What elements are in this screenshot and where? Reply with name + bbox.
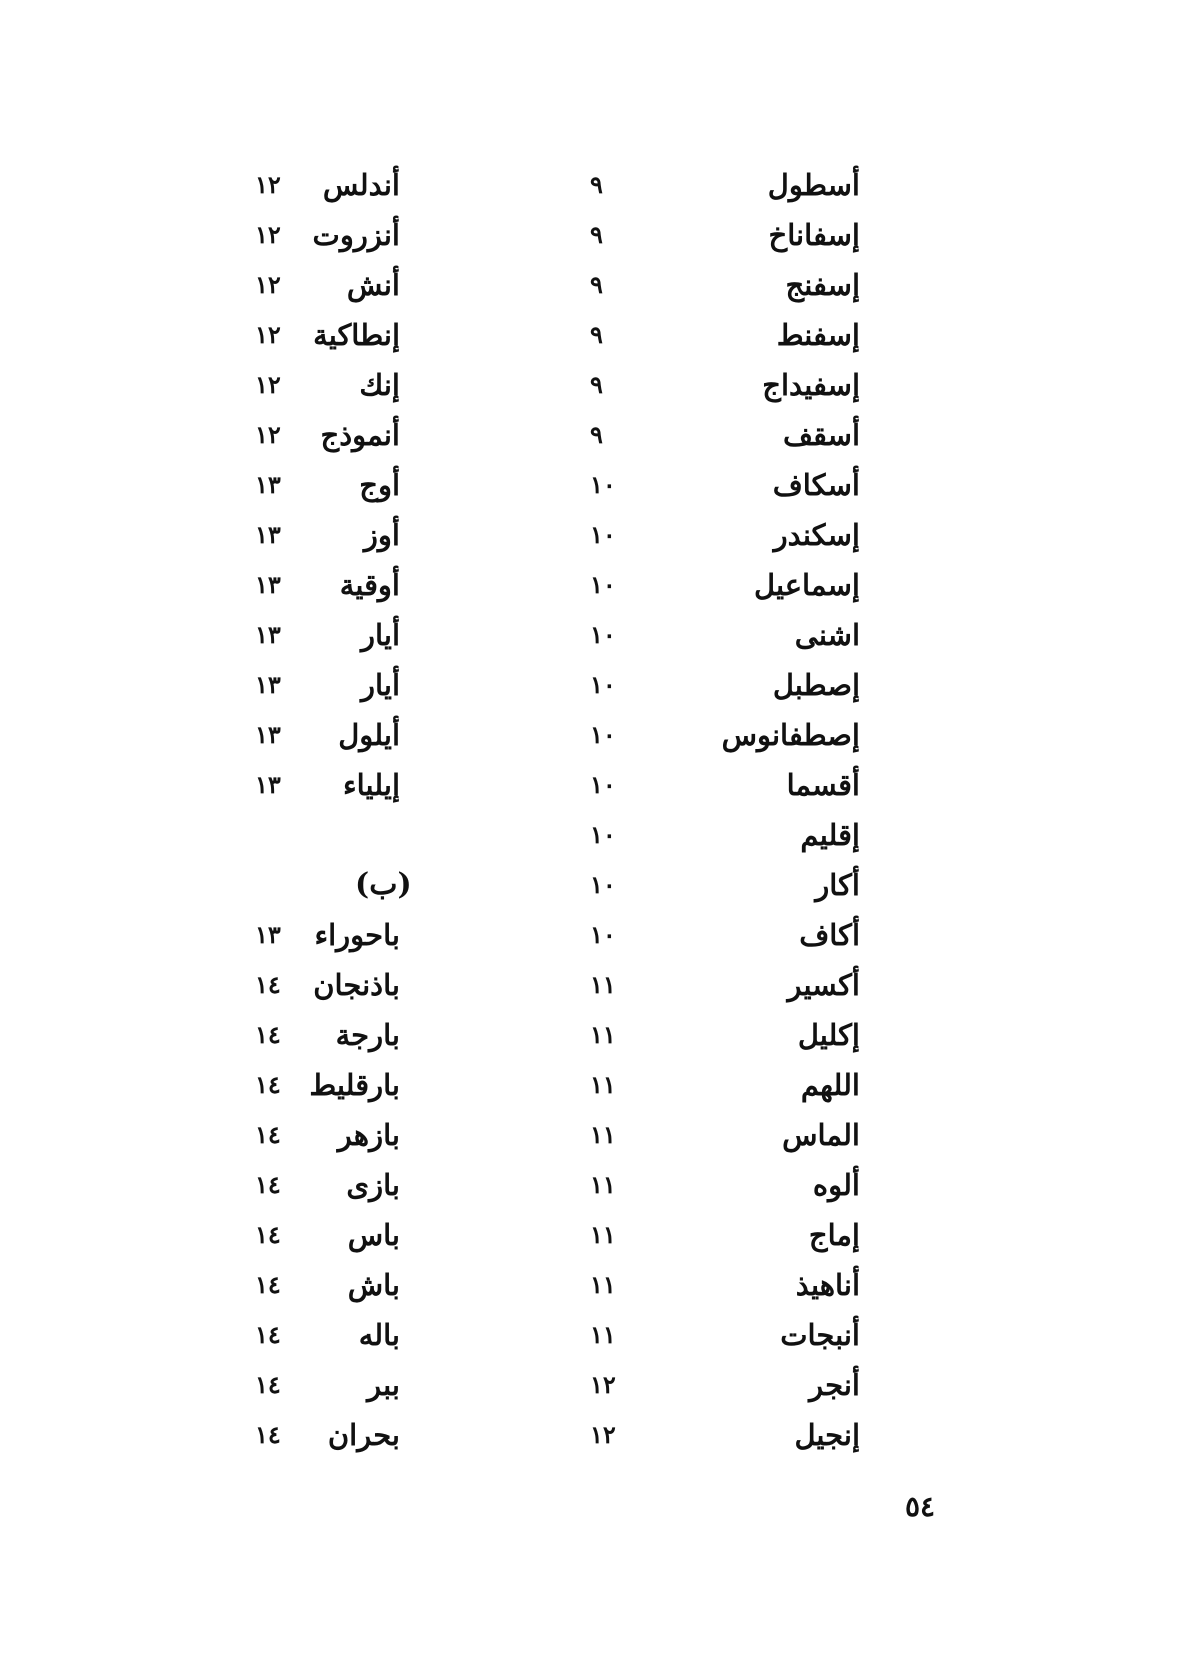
index-page-ref: ١٠ — [590, 920, 616, 949]
index-term: إسفنج — [785, 268, 860, 302]
index-page-ref: ١١ — [590, 1220, 616, 1249]
index-page-ref: ١٢ — [255, 420, 281, 449]
index-term: بازى — [346, 1168, 400, 1202]
index-term: أكسير — [787, 968, 860, 1002]
index-page-ref: ١٢ — [590, 1370, 616, 1399]
index-term: إسماعيل — [754, 568, 860, 602]
index-entry — [510, 260, 930, 310]
index-page-ref: ٩ — [590, 370, 603, 399]
index-entry — [510, 1110, 930, 1160]
index-term: باذنجان — [313, 968, 400, 1002]
index-entry — [510, 660, 930, 710]
index-term: أسكاف — [772, 468, 860, 502]
index-entry — [90, 760, 510, 810]
index-entry — [510, 1360, 930, 1410]
index-page-ref: ١٤ — [255, 1370, 281, 1399]
index-page-ref: ١١ — [590, 1020, 616, 1049]
index-term: الماس — [782, 1118, 860, 1152]
index-entry — [510, 160, 930, 210]
index-term: إصطفانوس — [721, 718, 860, 752]
index-page-ref: ١٤ — [255, 1320, 281, 1349]
index-page-ref: ٩ — [590, 220, 603, 249]
index-page-ref: ١١ — [590, 1320, 616, 1349]
index-entry — [510, 360, 930, 410]
index-term: إنطاكية — [313, 318, 400, 352]
index-entry — [510, 460, 930, 510]
index-term: أكار — [815, 868, 860, 902]
index-page-ref: ١٠ — [590, 470, 616, 499]
index-entry — [90, 910, 510, 960]
index-entry — [510, 710, 930, 760]
index-term: إقليم — [800, 818, 860, 852]
index-entry — [90, 1210, 510, 1260]
index-entry — [510, 810, 930, 860]
index-page-ref: ١٤ — [255, 1220, 281, 1249]
index-term: أقسما — [786, 768, 860, 802]
index-entry — [90, 1360, 510, 1410]
index-term: بازهر — [337, 1118, 400, 1152]
index-page-ref: ٩ — [590, 320, 603, 349]
index-page-ref: ١١ — [590, 1170, 616, 1199]
index-entry — [510, 1260, 930, 1310]
index-term: أناهيذ — [795, 1268, 860, 1302]
index-entry — [510, 1160, 930, 1210]
index-term: اللهم — [800, 1068, 860, 1102]
index-entry — [90, 710, 510, 760]
index-entry — [90, 1410, 510, 1460]
index-term: أيار — [361, 668, 400, 702]
index-page-ref: ١٤ — [255, 1020, 281, 1049]
index-page-ref: ٩ — [590, 170, 603, 199]
index-entry — [90, 260, 510, 310]
index-page-ref: ١٠ — [590, 520, 616, 549]
index-entry — [90, 410, 510, 460]
index-entry — [90, 1010, 510, 1060]
index-term: بارجة — [335, 1018, 400, 1052]
index-term: إنجيل — [794, 1418, 860, 1452]
index-page-ref: ١٣ — [255, 770, 281, 799]
index-entry — [90, 210, 510, 260]
index-page-ref: ١٢ — [590, 1420, 616, 1449]
index-term: ببر — [367, 1368, 400, 1402]
index-term: أوج — [359, 468, 400, 502]
section-spacer — [90, 810, 510, 860]
index-page-ref: ١٢ — [255, 220, 281, 249]
index-page-ref: ١٤ — [255, 1070, 281, 1099]
index-page-ref: ١١ — [590, 1120, 616, 1149]
index-term: باش — [347, 1268, 400, 1302]
index-page-ref: ١٣ — [255, 620, 281, 649]
index-entry — [90, 310, 510, 360]
index-term: بحران — [327, 1418, 400, 1452]
index-entry — [90, 560, 510, 610]
index-page-ref: ١٤ — [255, 1420, 281, 1449]
index-term: أسطول — [767, 168, 860, 202]
left-index-column — [90, 160, 510, 1460]
page-number: ٥٤ — [905, 1490, 936, 1523]
index-page-ref: ١٤ — [255, 970, 281, 999]
index-entry — [510, 860, 930, 910]
index-page-ref: ١١ — [590, 970, 616, 999]
index-term: أوز — [363, 518, 400, 552]
index-entry — [90, 360, 510, 410]
index-term: أنجر — [809, 1368, 860, 1402]
index-page-ref: ١١ — [590, 1070, 616, 1099]
index-term: باله — [358, 1318, 400, 1352]
index-term: بارقليط — [309, 1068, 400, 1102]
index-entry — [90, 960, 510, 1010]
index-entry — [510, 560, 930, 610]
index-entry — [90, 1060, 510, 1110]
index-page-ref: ١٠ — [590, 670, 616, 699]
index-page-ref: ١٢ — [255, 170, 281, 199]
index-term: إسفاناخ — [768, 218, 860, 252]
index-page-ref: ١٣ — [255, 470, 281, 499]
index-entry — [510, 960, 930, 1010]
index-entry — [90, 460, 510, 510]
index-entry — [90, 510, 510, 560]
index-entry — [90, 160, 510, 210]
index-page-ref: ١٣ — [255, 570, 281, 599]
index-page-ref: ١٤ — [255, 1270, 281, 1299]
index-term: إسكندر — [773, 518, 860, 552]
index-term: أيار — [361, 618, 400, 652]
index-term: أسقف — [782, 418, 860, 452]
index-page-ref: ٩ — [590, 270, 603, 299]
index-term: إيلياء — [343, 768, 400, 802]
index-term: إسفيداج — [762, 368, 860, 402]
index-entry — [510, 210, 930, 260]
index-page-ref: ١٠ — [590, 720, 616, 749]
index-page-ref: ١٠ — [590, 620, 616, 649]
index-term: أنش — [346, 268, 400, 302]
index-entry — [90, 1110, 510, 1160]
index-term: إكليل — [797, 1018, 860, 1052]
index-term: ألوه — [812, 1168, 860, 1202]
index-term: أكاف — [799, 918, 860, 952]
index-page-ref: ١١ — [590, 1270, 616, 1299]
section-heading — [90, 860, 510, 910]
index-term: أنبجات — [780, 1318, 860, 1352]
index-entry — [90, 1310, 510, 1360]
index-entry — [510, 910, 930, 960]
index-term: أنموذج — [320, 418, 400, 452]
index-entry — [510, 510, 930, 560]
index-entry — [90, 1260, 510, 1310]
index-page-ref: ١٠ — [590, 570, 616, 599]
index-entry — [510, 1010, 930, 1060]
index-page-ref: ١٤ — [255, 1120, 281, 1149]
index-page-ref: ٩ — [590, 420, 603, 449]
index-entry — [510, 1060, 930, 1110]
index-page-ref: ١٣ — [255, 720, 281, 749]
index-term: باحوراء — [314, 918, 400, 952]
index-entry — [90, 610, 510, 660]
index-term: اشنى — [794, 618, 860, 652]
index-entry — [510, 1410, 930, 1460]
index-term: إصطبل — [772, 668, 860, 702]
index-term: أوقية — [339, 568, 400, 602]
index-entry — [510, 610, 930, 660]
index-term: أيلول — [338, 718, 400, 752]
index-term: أندلس — [322, 168, 400, 202]
index-page-ref: ١٢ — [255, 370, 281, 399]
index-page-ref: ١٠ — [590, 820, 616, 849]
index-page-ref: ١٠ — [590, 770, 616, 799]
index-entry — [510, 1210, 930, 1260]
index-entry — [90, 1160, 510, 1210]
index-entry — [510, 410, 930, 460]
index-page-ref: ١٢ — [255, 270, 281, 299]
index-term: إسفنط — [776, 318, 860, 352]
index-page-ref: ١٠ — [590, 870, 616, 899]
index-entry — [510, 1310, 930, 1360]
index-page-ref: ١٣ — [255, 920, 281, 949]
index-page-ref: ١٤ — [255, 1170, 281, 1199]
index-page-ref: ١٢ — [255, 320, 281, 349]
index-page-ref: ١٣ — [255, 670, 281, 699]
index-entry — [510, 310, 930, 360]
index-entry — [510, 760, 930, 810]
index-term: باس — [347, 1218, 400, 1252]
index-term: إنك — [359, 368, 400, 402]
index-page-ref: ١٣ — [255, 520, 281, 549]
index-entry — [90, 660, 510, 710]
index-term: إماج — [808, 1218, 860, 1252]
section-heading-label: (ب) — [355, 867, 412, 902]
index-term: أنزروت — [312, 218, 400, 252]
right-index-column — [510, 160, 930, 1460]
